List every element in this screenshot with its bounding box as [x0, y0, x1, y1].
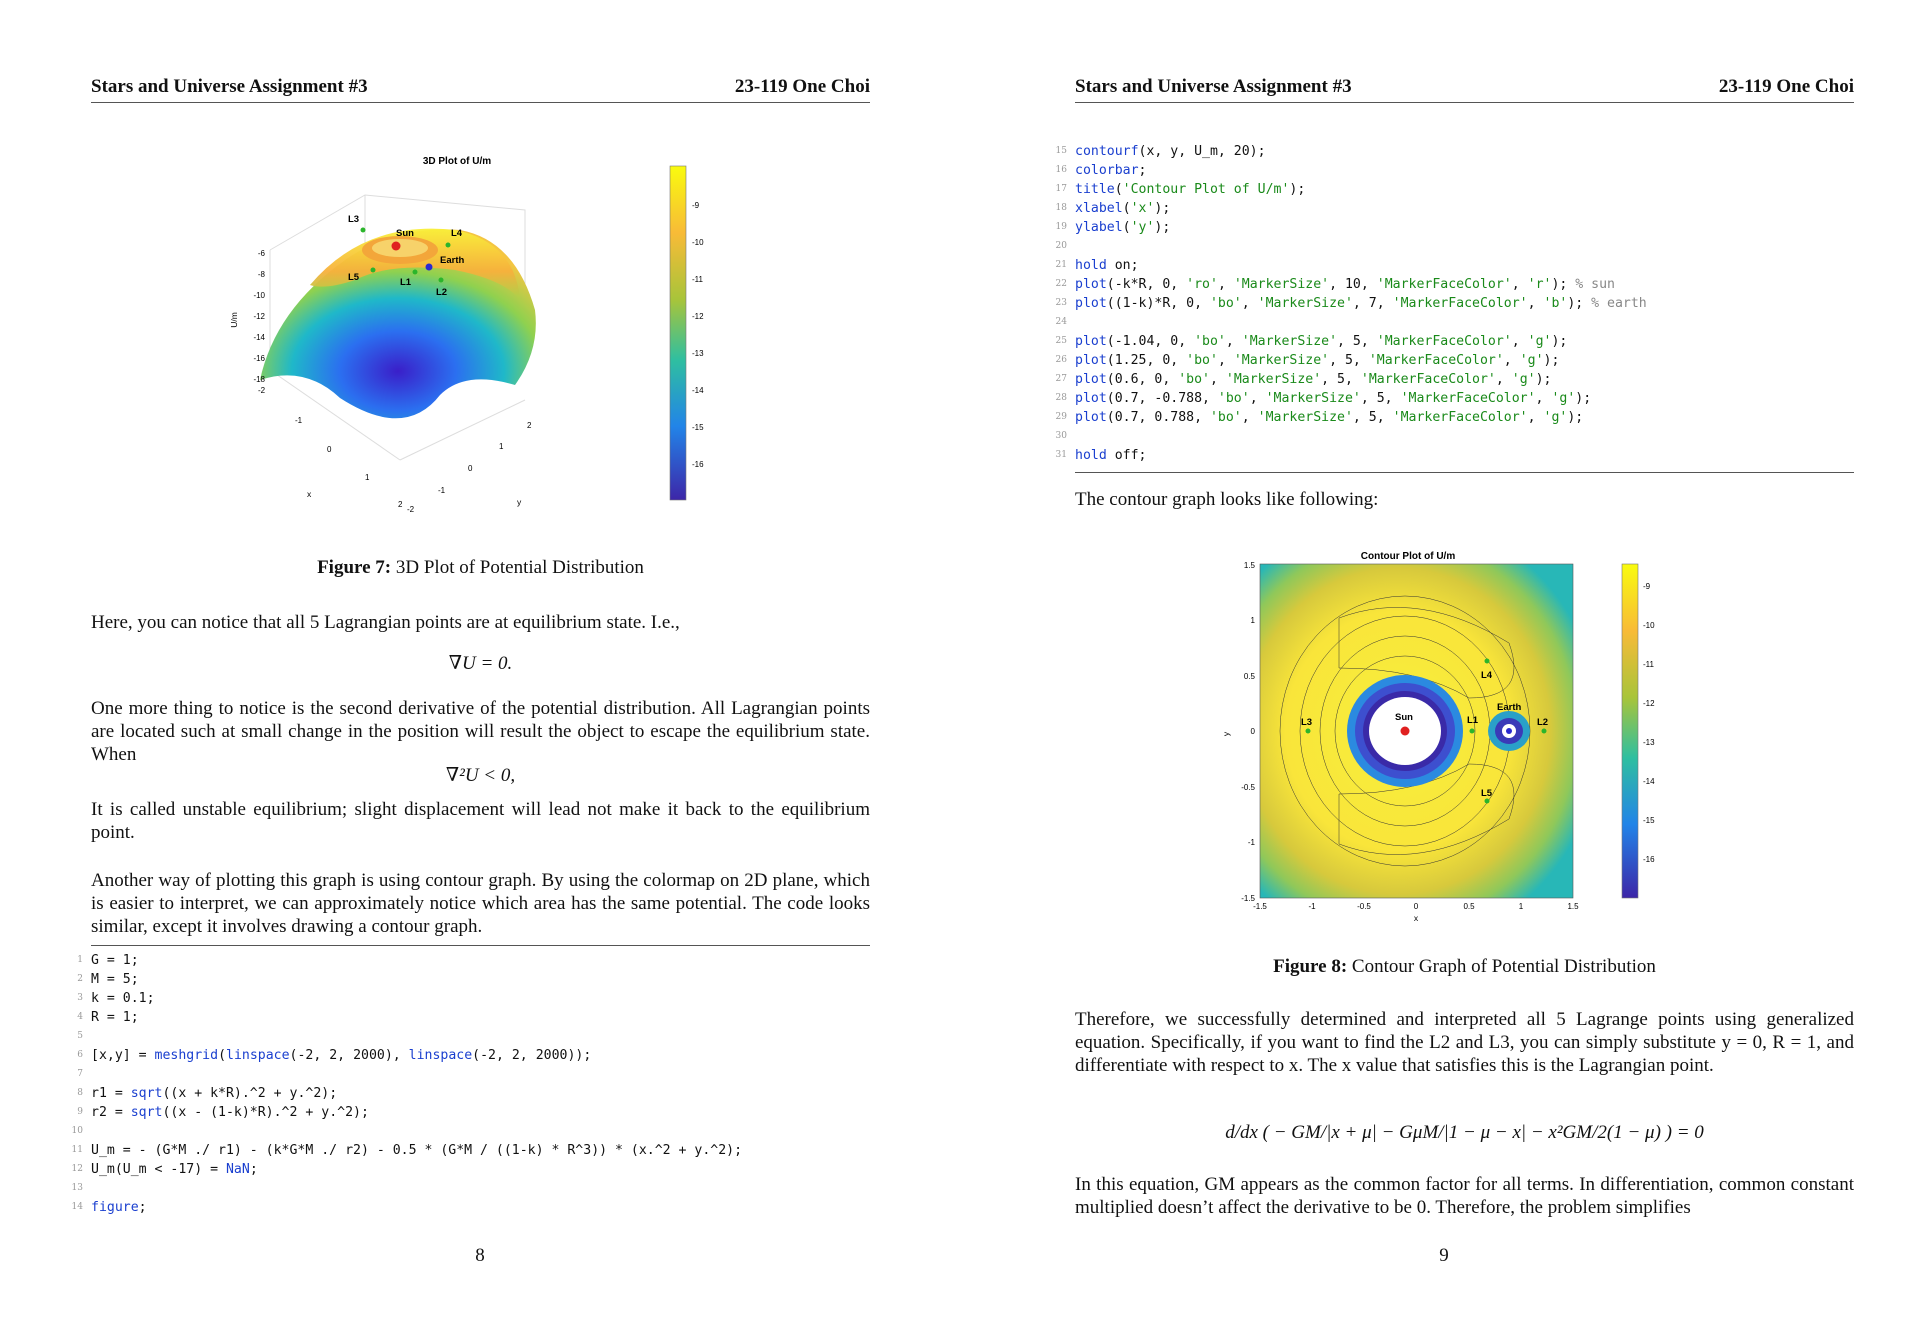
caption-text: Contour Graph of Potential Distribution [1347, 956, 1656, 977]
svg-text:0: 0 [1250, 727, 1255, 736]
svg-text:-15: -15 [1643, 816, 1655, 825]
code-line [77, 989, 742, 1008]
label-l5: L5 [1481, 788, 1493, 799]
svg-text:-15: -15 [692, 423, 704, 432]
line-number: 10 [71, 1126, 83, 1136]
line-number: 30 [1055, 431, 1067, 441]
svg-text:-2: -2 [258, 386, 266, 395]
line-number: 14 [71, 1202, 83, 1212]
page-9 [964, 0, 1928, 1344]
code-line [1055, 351, 1647, 370]
point-sun [1401, 727, 1410, 736]
paragraph-equilibrium: Here, you can notice that all 5 Lagrangian points are at equilibrium state. I.e., [91, 612, 680, 633]
code-line [1055, 199, 1647, 218]
svg-text:-11: -11 [1643, 660, 1654, 669]
code-line [77, 1065, 742, 1084]
line-number: 17 [1055, 184, 1067, 194]
line-number: 7 [77, 1069, 83, 1079]
colorbar-tick-labels [692, 201, 704, 469]
code-line [1055, 427, 1647, 446]
figure-8-caption [1075, 956, 1854, 978]
y-tick-labels [407, 421, 532, 514]
svg-text:-1.5: -1.5 [1241, 894, 1255, 903]
figure-contour-plot [1219, 548, 1669, 923]
line-number: 28 [1055, 393, 1067, 403]
point-sun [392, 242, 401, 251]
code-listing-part2 [1055, 142, 1647, 465]
paragraph-unstable: It is called unstable equilibrium; slight displacement will lead not make it back to the equilibrium point. [91, 799, 870, 843]
svg-text:-12: -12 [1643, 699, 1655, 708]
point-l4 [1485, 659, 1490, 664]
svg-text:-8: -8 [257, 270, 265, 279]
code-line [77, 1046, 742, 1065]
svg-text:-10: -10 [1643, 621, 1655, 630]
line-number: 1 [77, 955, 83, 965]
line-number: 2 [77, 974, 83, 984]
code-text: title('Contour Plot of U/m'); [1075, 182, 1306, 197]
fig7-zlabel: U/m [229, 312, 239, 328]
code-text: r2 = sqrt((x - (1-k)*R).^2 + y.^2); [91, 1105, 369, 1120]
code-text: hold off; [1075, 448, 1147, 463]
line-number: 9 [77, 1107, 83, 1117]
y-tick-labels [1241, 561, 1255, 903]
svg-text:-12: -12 [253, 312, 265, 321]
svg-text:1: 1 [1250, 616, 1255, 625]
line-number: 6 [77, 1050, 83, 1060]
code-text: U_m = - (G*M ./ r1) - (k*G*M ./ r2) - 0.5 * (G*M / ((1-k) * R^3)) * (x.^2 + y.^2); [91, 1143, 743, 1158]
point-l3 [361, 228, 366, 233]
label-l5: L5 [348, 272, 360, 283]
code-line [77, 1084, 742, 1103]
code-line [71, 1160, 742, 1179]
label-l3: L3 [1301, 717, 1313, 728]
line-number: 26 [1055, 355, 1067, 365]
svg-text:-2: -2 [407, 505, 415, 514]
page-number: 8 [475, 1245, 485, 1266]
line-number: 12 [71, 1164, 83, 1174]
code-text: plot(0.6, 0, 'bo', 'MarkerSize', 5, 'MarkerFaceColor', 'g'); [1075, 372, 1552, 387]
line-number: 27 [1055, 374, 1067, 384]
code-text: plot(1.25, 0, 'bo', 'MarkerSize', 5, 'MarkerFaceColor', 'g'); [1075, 353, 1560, 368]
line-number: 18 [1055, 203, 1067, 213]
code-text: hold on; [1075, 258, 1139, 273]
line-number: 19 [1055, 222, 1067, 232]
label-sun: Sun [396, 228, 414, 239]
svg-text:2: 2 [398, 500, 403, 509]
code-line [1055, 161, 1647, 180]
running-header [1075, 76, 1854, 103]
svg-text:0.5: 0.5 [1463, 902, 1475, 911]
point-l1 [413, 270, 418, 275]
point-earth [426, 264, 433, 271]
line-number: 15 [1055, 146, 1067, 156]
code-text: colorbar; [1075, 163, 1147, 178]
svg-text:-9: -9 [1643, 582, 1651, 591]
svg-text:0: 0 [1413, 902, 1419, 911]
code-line [1055, 142, 1647, 161]
svg-text:-18: -18 [253, 375, 265, 384]
fig8-ylabel: y [1221, 731, 1231, 737]
caption-text: 3D Plot of Potential Distribution [391, 557, 644, 578]
line-number: 11 [71, 1145, 83, 1155]
line-number: 21 [1055, 260, 1067, 270]
code-line [1055, 218, 1647, 237]
fig8-colorbar [1622, 564, 1638, 898]
label-l3: L3 [348, 214, 360, 225]
svg-text:-10: -10 [253, 291, 265, 300]
code-line [1055, 332, 1647, 351]
x-tick-labels [1253, 902, 1579, 911]
svg-text:-13: -13 [1643, 738, 1655, 747]
code-line [71, 1141, 743, 1160]
code-line [1055, 237, 1647, 256]
line-number: 3 [77, 993, 83, 1003]
label-l4: L4 [451, 228, 463, 239]
paragraph-contour-intro: Another way of plotting this graph is using contour graph. By using the colormap on 2D plane, which is easier to interpret, we can approximately notice which area has the same potential. The code looks similar, except it involves drawing a contour graph. [91, 870, 870, 937]
line-number: 20 [1055, 241, 1067, 251]
code-text: G = 1; [91, 953, 139, 968]
label-earth: Earth [1497, 702, 1522, 713]
equation-laplacian: ∇²U < 0, [445, 765, 516, 786]
point-l2 [1542, 729, 1547, 734]
label-l4: L4 [1481, 670, 1493, 681]
svg-text:-14: -14 [692, 386, 704, 395]
code-line [71, 1122, 742, 1141]
label-l1: L1 [400, 277, 412, 288]
line-number: 25 [1055, 336, 1067, 346]
point-earth [1506, 728, 1512, 734]
line-number: 5 [77, 1031, 83, 1041]
svg-text:-1: -1 [438, 486, 446, 495]
code-text: contourf(x, y, U_m, 20); [1075, 144, 1266, 159]
code-line [1055, 256, 1647, 275]
svg-text:1: 1 [1518, 902, 1524, 911]
caption-label: Figure 7: [317, 557, 392, 578]
code-line [1055, 180, 1647, 199]
svg-text:0.5: 0.5 [1243, 672, 1255, 681]
line-number: 29 [1055, 412, 1067, 422]
code-text: [x,y] = meshgrid(linspace(-2, 2, 2000), linspace(-2, 2, 2000)); [91, 1048, 592, 1063]
svg-text:1.5: 1.5 [1243, 561, 1255, 570]
header-title: Stars and Universe Assignment #3 [91, 76, 368, 97]
line-number: 31 [1055, 450, 1067, 460]
fig8-xlabel: x [1413, 913, 1419, 923]
svg-text:-11: -11 [692, 275, 703, 284]
line-number: 23 [1055, 298, 1067, 308]
svg-text:-0.5: -0.5 [1357, 902, 1371, 911]
caption-label: Figure 8: [1273, 956, 1348, 977]
paragraph-conclusion: Therefore, we successfully determined and interpreted all 5 Lagrange points using generalized equation. Specifically, if you want to find the L2 and L3, you can simply substitute y = 0, R = 1, and differentiate with respect to x. The x value that satisfies this is the Lagrangian point. [1075, 1009, 1854, 1076]
fig8-title: Contour Plot of U/m [1360, 551, 1456, 562]
line-number: 13 [71, 1183, 83, 1193]
header-author: 23-119 One Choi [1718, 76, 1854, 97]
label-l2: L2 [436, 287, 448, 298]
svg-text:-1: -1 [1247, 838, 1255, 847]
label-l1: L1 [1467, 715, 1479, 726]
line-number: 16 [1055, 165, 1067, 175]
point-l4 [446, 243, 451, 248]
figure-3d-plot [215, 150, 710, 520]
fig7-xlabel: x [307, 489, 312, 499]
fig7-title: 3D Plot of U/m [422, 156, 492, 167]
svg-text:-6: -6 [257, 249, 265, 258]
colorbar-tick-labels [1643, 582, 1655, 864]
page-number: 9 [1439, 1245, 1449, 1266]
code-line [1055, 408, 1647, 427]
svg-text:-14: -14 [253, 333, 265, 342]
running-header [91, 76, 870, 103]
code-line [77, 970, 742, 989]
header-title: Stars and Universe Assignment #3 [1075, 76, 1352, 97]
point-l1 [1470, 729, 1475, 734]
code-text: ylabel('y'); [1075, 220, 1171, 235]
label-l2: L2 [1537, 717, 1549, 728]
code-line [1055, 389, 1647, 408]
fig7-colorbar [670, 166, 686, 500]
svg-text:1: 1 [499, 442, 504, 451]
code-line [71, 1179, 742, 1198]
code-line [77, 1008, 742, 1027]
point-l5 [371, 268, 376, 273]
code-text: plot(0.7, -0.788, 'bo', 'MarkerSize', 5, 'MarkerFaceColor', 'g'); [1075, 391, 1592, 406]
code-text: plot((1-k)*R, 0, 'bo', 'MarkerSize', 7, 'MarkerFaceColor', 'b'); % earth [1075, 296, 1647, 311]
code-text: k = 0.1; [91, 991, 155, 1006]
svg-text:2: 2 [527, 421, 532, 430]
code-line [77, 1027, 742, 1046]
svg-text:1: 1 [365, 473, 370, 482]
point-l2 [439, 278, 444, 283]
code-line [77, 951, 742, 970]
code-listing-part1 [71, 951, 743, 1217]
code-line [1055, 446, 1647, 465]
svg-text:1.5: 1.5 [1567, 902, 1579, 911]
line-number: 4 [77, 1012, 83, 1022]
line-number: 22 [1055, 279, 1067, 289]
z-tick-labels [253, 249, 265, 384]
code-line [71, 1198, 742, 1217]
code-line [1055, 294, 1647, 313]
svg-text:-10: -10 [692, 238, 704, 247]
code-text: plot(0.7, 0.788, 'bo', 'MarkerSize', 5, 'MarkerFaceColor', 'g'); [1075, 410, 1584, 425]
code-text: U_m(U_m < -17) = NaN; [91, 1162, 258, 1177]
svg-text:-16: -16 [253, 354, 265, 363]
svg-text:-16: -16 [1643, 855, 1655, 864]
code-text: xlabel('x'); [1075, 201, 1171, 216]
code-text: plot(-1.04, 0, 'bo', 'MarkerSize', 5, 'MarkerFaceColor', 'g'); [1075, 334, 1568, 349]
svg-text:-9: -9 [692, 201, 700, 210]
svg-text:0: 0 [327, 445, 332, 454]
label-earth: Earth [440, 255, 465, 266]
point-l3 [1306, 729, 1311, 734]
paragraph-contour-lead: The contour graph looks like following: [1075, 489, 1379, 510]
line-number: 24 [1055, 317, 1067, 327]
code-text: plot(-k*R, 0, 'ro', 'MarkerSize', 10, 'MarkerFaceColor', 'r'); % sun [1075, 277, 1615, 292]
svg-text:-12: -12 [692, 312, 704, 321]
code-text: M = 5; [91, 972, 139, 987]
code-bottom-rule [1075, 472, 1854, 473]
svg-text:-1: -1 [295, 416, 303, 425]
svg-text:-1: -1 [1308, 902, 1316, 911]
code-text: R = 1; [91, 1010, 139, 1025]
svg-text:0: 0 [468, 464, 473, 473]
paragraph-second-derivative: One more thing to notice is the second derivative of the potential distribution. All Lagrangian points are located such at small change in the position will result the object to escape the equilibrium state. When [91, 698, 870, 765]
code-top-rule [91, 945, 870, 946]
paragraph-simplify: In this equation, GM appears as the common factor for all terms. In differentiation, common constant multiplied doesn’t affect the derivative to be 0. Therefore, the problem simplifies [1075, 1174, 1854, 1218]
figure-7-caption [91, 557, 870, 579]
code-line [77, 1103, 742, 1122]
svg-text:-1.5: -1.5 [1253, 902, 1267, 911]
equation-derivative: d/dx ( − GM/|x + μ| − GμM/|1 − μ − x| − x²GM/2(1 − μ) ) = 0 [1225, 1122, 1704, 1143]
svg-text:-16: -16 [692, 460, 704, 469]
code-text: r1 = sqrt((x + k*R).^2 + y.^2); [91, 1086, 338, 1101]
fig7-ylabel: y [517, 497, 522, 507]
svg-text:-0.5: -0.5 [1241, 783, 1255, 792]
svg-text:-14: -14 [1643, 777, 1655, 786]
header-author: 23-119 One Choi [734, 76, 870, 97]
line-number: 8 [77, 1088, 83, 1098]
label-sun: Sun [1395, 712, 1413, 723]
code-line [1055, 275, 1647, 294]
equation-gradient: ∇U = 0. [448, 653, 513, 674]
code-line [1055, 370, 1647, 389]
code-line [1055, 313, 1647, 332]
svg-text:-13: -13 [692, 349, 704, 358]
code-text: figure; [91, 1200, 147, 1215]
point-l5 [1485, 799, 1490, 804]
